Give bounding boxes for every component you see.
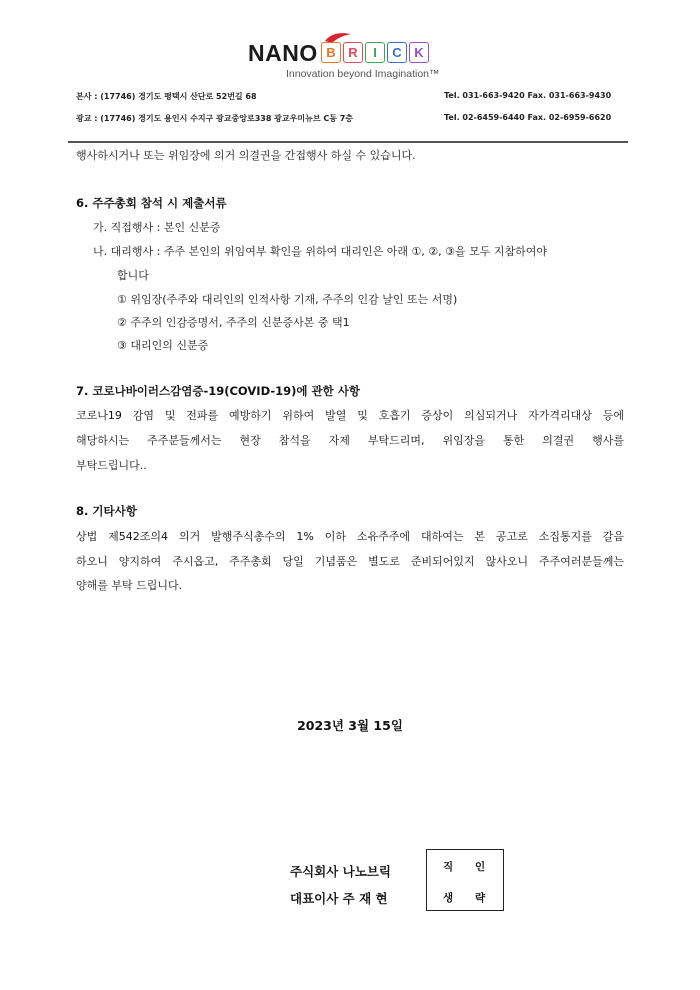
logo-word: NANO: [248, 40, 318, 66]
branch-contact: Tel. 02-6459-6440 Fax. 02-6959-6620: [444, 113, 612, 122]
seal-char-1: 직: [443, 861, 454, 873]
section-7-line-3: 부탁드립니다..: [76, 459, 147, 472]
intro-line: 행사하시거나 또는 위임장에 의거 의결권을 간접행사 하실 수 있습니다.: [76, 149, 416, 162]
company-logo: [248, 28, 458, 84]
section-7-line-1: 코로나19 감염 및 전파를 예방하기 위하여 발열 및 호흡기 증상이 의심되거나 자가격리대상 등에: [76, 409, 624, 422]
logo-brick-k: K: [409, 42, 429, 63]
section-8-line-1: 상법 제542조의4 의거 발행주식총수의 1% 이하 소유주주에 대하여는 본 공고로 소집통지를 갈음: [76, 530, 624, 543]
logo-brick-i: I: [365, 42, 385, 63]
logo-bricks: [321, 42, 429, 63]
logo-brick-b: B: [321, 42, 341, 63]
section-7-title: 7. 코로나바이러스감염증-19(COVID-19)에 관한 사항: [76, 384, 360, 398]
seal-char-2: 인: [475, 861, 486, 873]
section-6-subitem-3: ③ 대리인의 신분증: [117, 339, 209, 352]
notice-date: 2023년 3월 15일: [297, 718, 403, 733]
section-6-item-b-cont: 합니다: [117, 269, 149, 282]
header-divider: [68, 141, 628, 143]
logo-tagline: Innovation beyond Imagination™: [286, 68, 440, 80]
section-6-subitem-1: ① 위임장(주주와 대리인의 인적사항 기재, 주주의 인감 날인 또는 서명): [117, 293, 458, 306]
logo-brick-c: C: [387, 42, 407, 63]
section-6-title: 6. 주주총회 참석 시 제출서류: [76, 196, 227, 210]
seal-char-4: 략: [475, 892, 486, 904]
section-8-line-2: 하오니 양지하여 주시옵고, 주주총회 당일 기념품은 별도로 준비되어있지 않사오니 주주여러분들께는: [76, 555, 624, 568]
company-name: 주식회사 나노브릭: [290, 864, 391, 879]
ceo-name: 대표이사 주 재 현: [290, 891, 388, 906]
section-8-line-3: 양해를 부탁 드립니다.: [76, 579, 183, 592]
section-8-title: 8. 기타사항: [76, 504, 137, 518]
section-6-item-a: 가. 직접행사 : 본인 신분증: [93, 221, 221, 234]
logo-brick-r: R: [343, 42, 363, 63]
seal-box: [426, 849, 504, 911]
hq-contact: Tel. 031-663-9420 Fax. 031-663-9430: [444, 91, 612, 100]
section-7-line-2: 해당하시는 주주분들께서는 현장 참석을 자제 부탁드리며, 위임장을 통한 의결권 행사를: [76, 434, 624, 447]
seal-char-3: 생: [443, 892, 454, 904]
branch-address: 광교 : (17746) 경기도 용인시 수지구 광교중앙로338 광교우미뉴브 C동 7층: [76, 114, 354, 123]
section-6-subitem-2: ② 주주의 인감증명서, 주주의 신분증사본 중 택1: [117, 316, 350, 329]
section-6-item-b: 나. 대리행사 : 주주 본인의 위임여부 확인을 위하여 대리인은 아래 ①, ②, ③을 모두 지참하여야: [93, 245, 548, 258]
hq-address: 본사 : (17746) 경기도 평택시 산단로 52번길 68: [76, 92, 257, 101]
